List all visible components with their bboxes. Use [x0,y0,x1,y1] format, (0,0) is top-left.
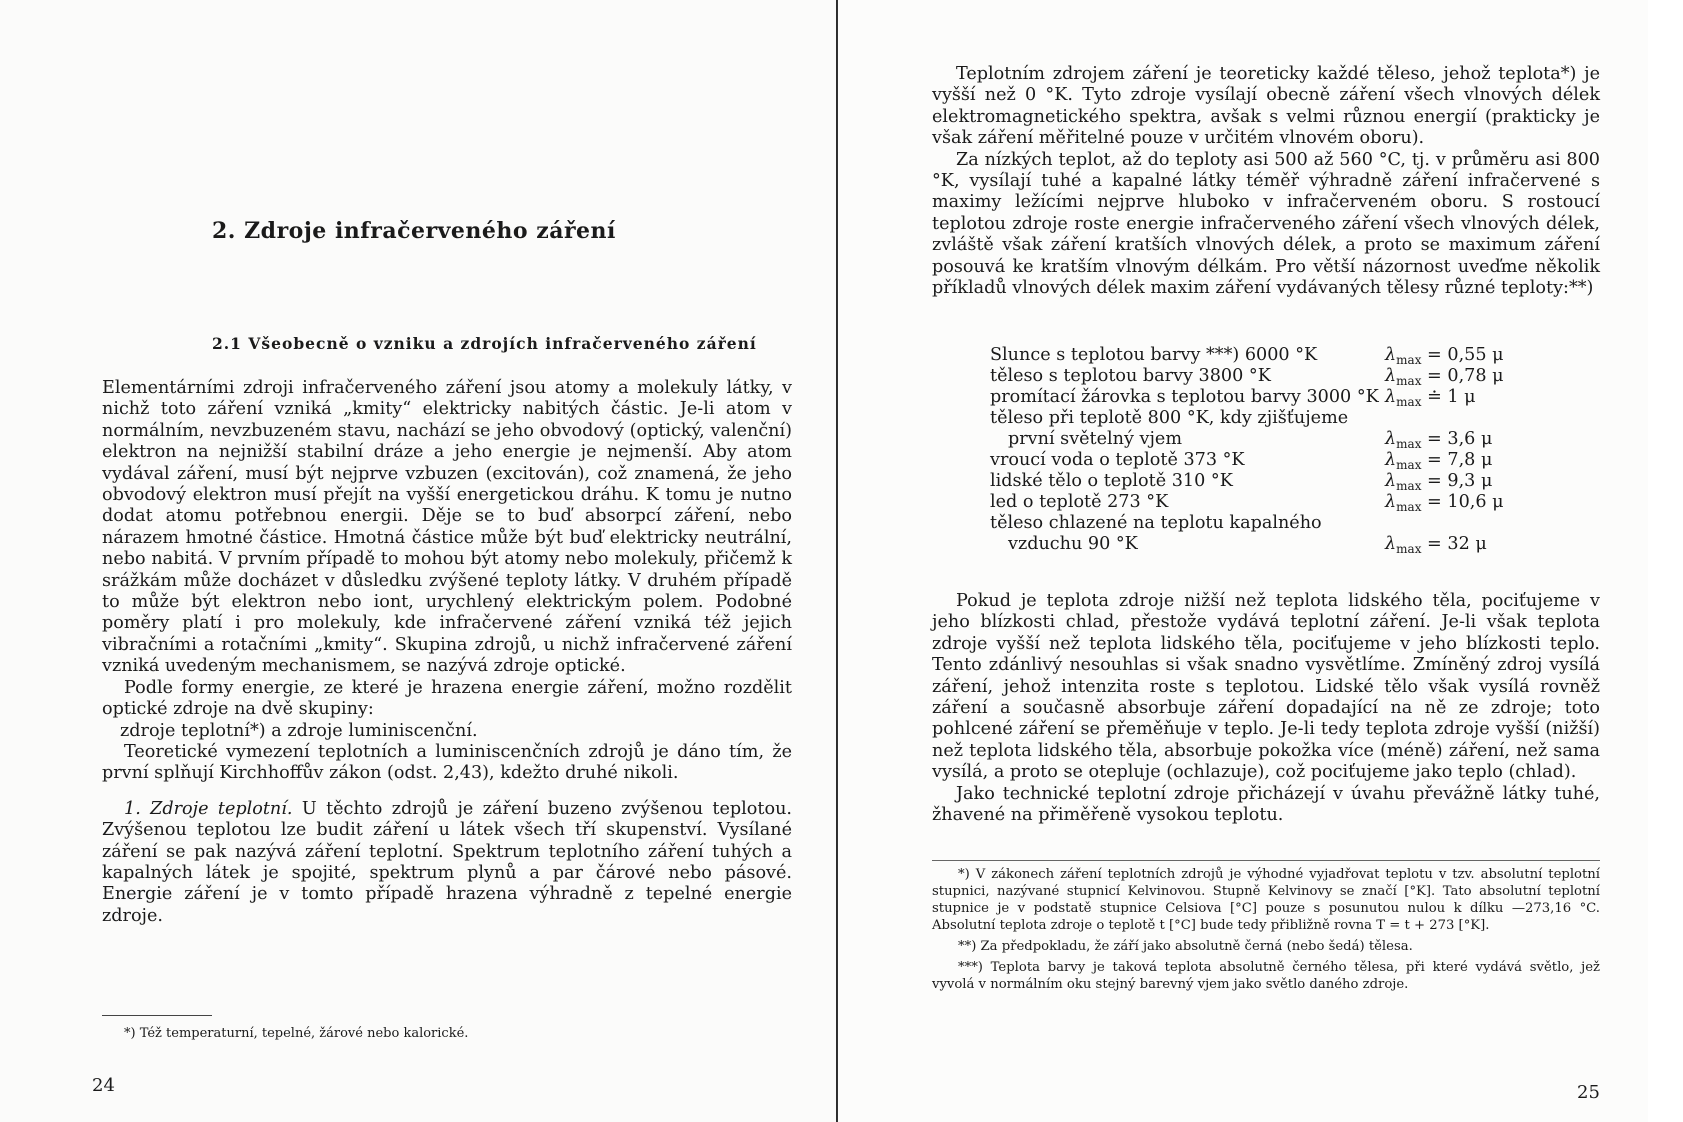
lambda-value: = 9,3 μ [1421,471,1493,491]
lambda-row-label: Slunce s teplotou barvy ***) 6000 °K [990,345,1318,365]
paragraph: Za nízkých teplot, až do teploty asi 500 až 560 °C, tj. v průměru asi 800 °K, vysílají tuhé a kapalné látky téměř výhradně záření infračervené s maximy ležícími nejprve hluboko v infračerveném oboru. S rostoucí teplotou zdroje roste energie infračerveného záření všech vlnových délek, zvláště však záření kratších vlnových délek, a proto se maximum záření posouvá ke kratším vlnovým délkám. Pro větší názornost uveďme několik příkladů vlnových délek maxim záření vydávaných tělesy různé teploty:**) [932,149,1600,299]
paragraph: Teoretické vymezení teplotních a luminiscenčních zdrojů je dáno tím, že první splňují Kirchhoffův zákon (odst. 2,43), kdežto druhé nikoli. [102,741,792,784]
lambda-symbol: λ [1385,366,1397,386]
lambda-row [990,429,1590,450]
lambda-subscript: max [1396,374,1422,388]
lambda-row [990,387,1590,408]
lambda-row [990,366,1590,387]
lambda-symbol: λ [1385,345,1397,365]
lambda-row-label: první světelný vjem [1008,429,1183,449]
page-edge [1648,0,1683,1122]
lambda-row [990,408,1590,429]
footnote-rule [102,1015,212,1016]
paragraph: Podle formy energie, ze které je hrazena energie záření, možno rozdělit optické zdroje na dvě skupiny: [102,677,792,720]
lambda-value: = 10,6 μ [1421,492,1504,512]
footnote: *) Též temperaturní, tepelné, žárové nebo kalorické. [124,1026,469,1041]
left-body-text [102,378,792,927]
lambda-row-label: promítací žárovka s teplotou barvy 3000 °K [990,387,1379,407]
lambda-row-label: led o teplotě 273 °K [990,492,1169,512]
chapter-title: 2. Zdroje infračerveného záření [212,218,616,244]
lambda-row-label: vroucí voda o teplotě 373 °K [990,450,1245,470]
lambda-row-label: vzduchu 90 °K [1008,534,1138,554]
footnote: *) V zákonech záření teplotních zdrojů je výhodné vyjadřovat teplotu v tzv. absolutní teplotní stupnici, nazývané stupnicí Kelvinovou. Stupně Kelvinovy se značí [°K]. Tato absolutní teplotní stupnice je v podstatě stupnice Celsiova [°C] pouze s posunutou nulou k dílku —273,16 °C. Absolutní teplota zdroje o teplotě t [°C] bude tedy přibližně rovna T = t + 273 [°K]. [932,867,1600,933]
lambda-symbol: λ [1385,387,1397,407]
lambda-row [990,513,1590,534]
footnote: ***) Teplota barvy je taková teplota absolutně černého tělesa, při které vydává světlo, jež vyvolá v normálním oku stejný barevný vjem jako světlo daného zdroje. [932,960,1600,992]
page-number: 24 [92,1075,115,1096]
lambda-value: = 7,8 μ [1421,450,1493,470]
paragraph: Pokud je teplota zdroje nižší než teplota lidského těla, pociťujeme v jeho blízkosti chlad, přestože vydává teplotní záření. Je-li však teplota zdroje vyšší než teplota lidského těla, pociťujeme v jeho blízkosti teplo. Tento zdánlivý nesouhlas si však snadno vysvětlíme. Zmíněný zdroj vysílá záření, jehož intenzita roste s teplotou. Lidské tělo však vysílá rovněž záření a současně absorbuje záření dopadající na ně ze zdroje; toto pohlcené záření se přeměňuje v teplo. Je-li tedy teplota zdroje vyšší (nižší) než teplota lidského těla, absorbuje pokožka více (méně) záření, než sama vysílá, a proto se otepluje (ochlazuje), což pociťujeme jako teplo (chlad). [932,591,1600,783]
lambda-subscript: max [1396,395,1422,409]
lambda-row [990,534,1590,555]
paragraph-text: U těchto zdrojů je záření buzeno zvýšenou teplotou. Zvýšenou teplotou lze budit záření u látek všech tří skupenství. Vysílané záření se pak nazývá záření teplotní. Spektrum teplotního záření tuhých a kapalných látek je spojité, spektrum plynů a par čárové nebo pásové. Energie záření je v tomto případě hrazena výhradně z tepelné energie zdroje. [102,798,792,926]
paragraph: Teplotním zdrojem záření je teoreticky každé těleso, jehož teplota*) je vyšší než 0 °K. Tyto zdroje vysílají obecně záření všech vlnových délek elektromagnetického spektra, avšak s velmi různou energií (prakticky je však záření měřitelné pouze v určitém vlnovém oboru). [932,64,1600,149]
lambda-symbol: λ [1385,471,1397,491]
lambda-row-value [1385,534,1487,560]
lambda-symbol: λ [1385,534,1397,554]
right-body-text-top [932,64,1600,299]
lambda-row [990,345,1590,366]
lambda-subscript: max [1396,542,1422,556]
lambda-subscript: max [1396,353,1422,367]
lambda-row-label: těleso s teplotou barvy 3800 °K [990,366,1271,386]
lambda-value: = 0,55 μ [1421,345,1504,365]
lambda-subscript: max [1396,458,1422,472]
footnote-rule [932,860,1600,861]
footnote: **) Za předpokladu, že září jako absolutně černá (nebo šedá) tělesa. [958,939,1413,954]
lambda-row-label: lidské tělo o teplotě 310 °K [990,471,1233,491]
lambda-row [990,471,1590,492]
lambda-subscript: max [1396,437,1422,451]
lambda-row [990,450,1590,471]
paragraph: Jako technické teplotní zdroje přicházejí v úvahu převážně látky tuhé, žhavené na přiměřeně vysokou teplotu. [932,783,1600,826]
lambda-row-label: těleso chlazené na teplotu kapalného [990,513,1322,533]
lambda-symbol: λ [1385,429,1397,449]
lambda-subscript: max [1396,500,1422,514]
lambda-symbol: λ [1385,492,1397,512]
lambda-value: = 32 μ [1421,534,1487,554]
lambda-max-table [990,345,1590,555]
left-page [0,0,838,1122]
lambda-row-label: těleso při teplotě 800 °K, kdy zjišťujeme [990,408,1349,428]
right-body-text-bottom [932,591,1600,826]
section-title: 2.1 Všeobecně o vzniku a zdrojích infračerveného záření [212,334,757,353]
footnotes [932,866,1600,997]
lambda-value: = 3,6 μ [1421,429,1493,449]
lambda-row [990,492,1590,513]
paragraph: Elementárními zdroji infračerveného záření jsou atomy a molekuly látky, v nichž toto záření vzniká „kmity“ elektricky nabitých částic. Je-li atom v normálním, nevzbuzeném stavu, nachází se jeho obvodový (optický, valenční) elektron na nejnižší stabilní dráze a jeho energie je nejmenší. Aby atom vydával záření, musí být nejprve vzbuzen (excitován), což znamená, že jeho obvodový elektron musí přejít na vyšší energetickou dráhu. K tomu je nutno dodat atomu potřebnou energii. Děje se to buď absorpcí záření, nebo nárazem hmotné částice. Hmotná částice může být buď elektricky neutrální, nebo nabitá. V prvním případě to mohou být atomy nebo molekuly, přičemž k srážkám může docházet v důsledku zvýšené teploty látky. V druhém případě to může být elektron nebo iont, urychlený elektrickým polem. Podobné poměry platí i pro molekuly, kde infračervené záření vzniká též jejich vibračními a rotačními „kmity“. Skupina zdrojů, u nichž infračervené záření vzniká uvedeným mechanismem, se nazývá zdroje optické. [102,378,792,677]
lambda-value: = 0,78 μ [1421,366,1504,386]
lambda-symbol: λ [1385,450,1397,470]
page-number: 25 [1577,1082,1600,1103]
paragraph-thermal-sources [102,799,792,927]
paragraph: zdroje teplotní*) a zdroje luminiscenční. [120,720,478,741]
lambda-value: ≐ 1 μ [1421,387,1476,407]
lambda-subscript: max [1396,479,1422,493]
subsection-label: 1. Zdroje teplotní. [124,798,293,819]
